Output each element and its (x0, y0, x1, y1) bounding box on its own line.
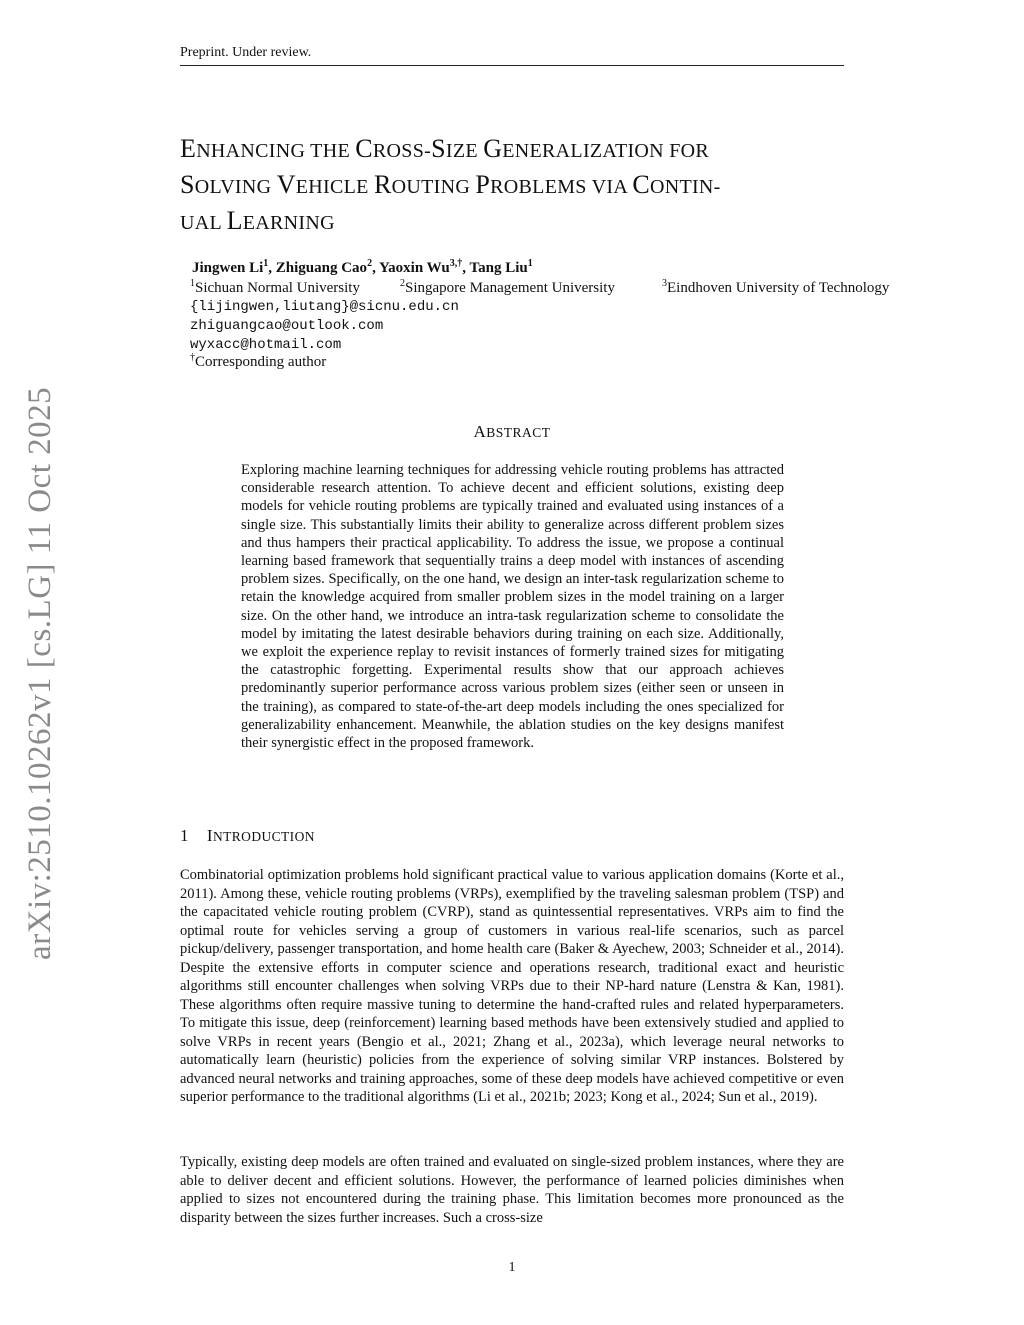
affiliation-3: $^3$Eindhoven University of Technology (662, 278, 890, 296)
section-heading-introduction: 1 INTRODUCTION (180, 826, 315, 845)
arxiv-identifier-stamp[interactable]: arXiv:2510.10262v1 [cs.LG] 11 Oct 2025 (22, 386, 58, 960)
author-name: Yaoxin Wu (379, 260, 450, 276)
affiliation-2: $^2$Singapore Management University (400, 278, 615, 296)
affiliation-1: $^1$Sichuan Normal University (190, 278, 360, 296)
page-number: 1 (508, 1260, 516, 1275)
title-line-3: UAL LEARNING (180, 206, 335, 235)
corresponding-author-note: †Corresponding author (190, 352, 327, 370)
running-head: Preprint. Under review. (180, 45, 844, 66)
author-name: Jingwen Li (192, 260, 264, 276)
title-line-1: ENHANCING THE CROSS-SIZE GENERALIZATION FOR (180, 134, 710, 163)
author-name: Zhiguang Cao (275, 260, 368, 276)
email-1[interactable]: {lijingwen,liutang}@sicnu.edu.cn (190, 299, 459, 315)
abstract-text: Exploring machine learning techniques for addressing vehicle routing problems has attracted considerable research attention. To achieve decent and efficient solutions, existing deep models for vehicle routing problems are typically trained and evaluated using instances of a single size. This substantially limits their ability to generalize across different problem sizes and thus hampers their practical applicability. To address the issue, we propose a continual learning based framework that sequentially trains a deep model with instances of ascending problem sizes. Specifically, on the one hand, we design an inter-task regularization scheme to retain the knowledge acquired from smaller problem sizes in the model training on a larger size. On the other hand, we introduce an intra-task regularization scheme to consolidate the model by imitating the latest desirable behaviors during training on each size. Additionally, we exploit the experience replay to revisit instances of formerly trained sizes for mitigating the catastrophic forgetting. Experimental results show that our approach achieves predominantly superior performance across various problem sizes (either seen or unseen in the training), as compared to state-of-the-art deep models including the ones specialized for generalizability enhancement. Meanwhile, the ablation studies on the key designs manifest their synergistic effect in the proposed framework. (241, 462, 784, 752)
paper-title (180, 132, 860, 240)
author-name: Tang Liu (469, 260, 528, 276)
intro-paragraph-2: Typically, existing deep models are often trained and evaluated on single-sized problem instances, where they are able to deliver decent and efficient solutions. However, the performance of learned policies diminishes when applied to sizes not encountered during the training phase. This limitation becomes more pronounced as the disparity between the sizes further increases. Such a cross-size (180, 1154, 844, 1226)
intro-paragraph-1: Combinatorial optimization problems hold significant practical value to various application domains (Korte et al., 2011). Among these, vehicle routing problems (VRPs), exemplified by the traveling salesman problem (TSP) and the capacitated vehicle routing problem (CVRP), stand as quintessential representatives. VRPs aim to find the optimal route for vehicles serving a group of customers in various real-life scenarios, such as parcel pickup/delivery, passenger transportation, and home health care (Baker & Ayechew, 2003; Schneider et al., 2014). Despite the extensive efforts in computer science and operations research, traditional exact and heuristic algorithms still encounter challenges when solving VRPs due to their NP-hard nature (Lenstra & Kan, 1981). These algorithms often require massive tuning to determine the hand-crafted rules and related hyperparameters. To mitigate this issue, deep (reinforcement) learning based methods have been extensively studied and applied to solve VRPs in recent years (Bengio et al., 2021; Zhang et al., 2023a), which leverage neural networks to automatically learn (heuristic) policies from the experience of solving similar VRP instances. Bolstered by advanced neural networks and training approaches, some of these deep models have achieved competitive or even superior performance to the traditional algorithms (Li et al., 2021b; 2023; Kong et al., 2024; Sun et al., 2019). (180, 867, 844, 1105)
abstract-heading: ABSTRACT (473, 422, 551, 441)
email-3[interactable]: wyxacc@hotmail.com (190, 337, 342, 353)
email-2[interactable]: zhiguangcao@outlook.com (190, 318, 384, 334)
author-list: Jingwen Li$^1$, Zhiguang Cao$^2$, Yaoxin $Wu^{3,\dagger}$, Tang Liu$^1$ (192, 258, 533, 276)
title-line-2: SOLVING VEHICLE ROUTING PROBLEMS VIA CONTIN- (180, 170, 721, 199)
